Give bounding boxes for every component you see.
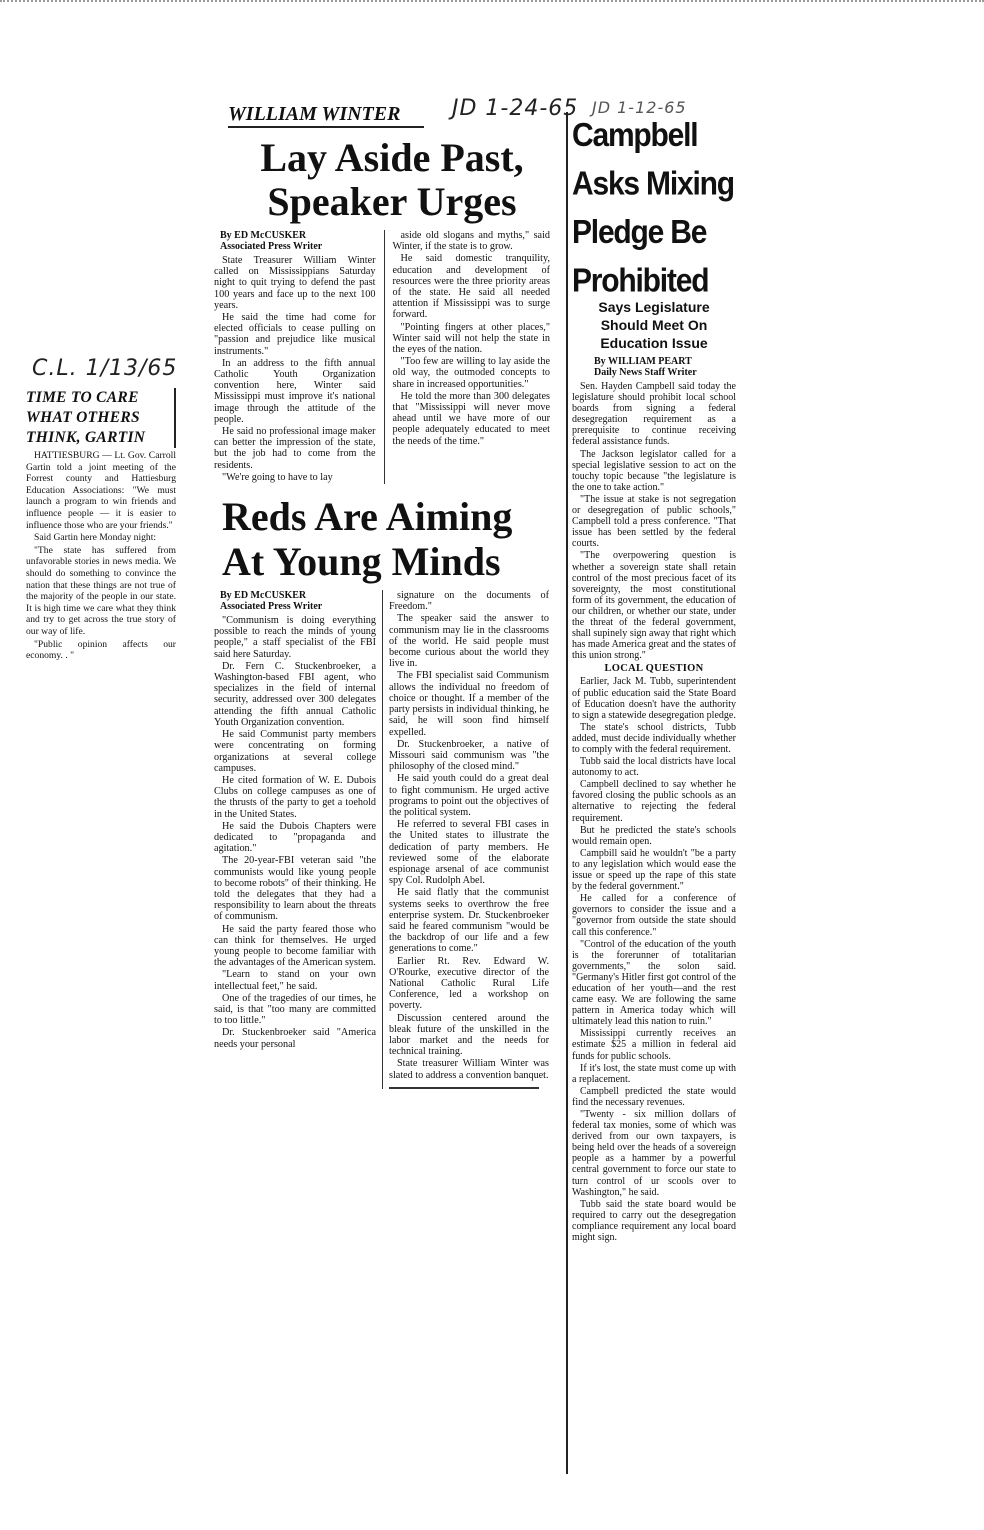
paragraph: Earlier Rt. Rev. Edward W. O'Rourke, executive director of the National Catholic Rural Life Conference, led a workshop on poverty. xyxy=(389,955,549,1012)
paragraph: "Twenty - six million dollars of federal tax monies, some of which was derived from our own taxpayers, is being held over the heads of a sovereign people as a hammer by a powerful central government to force our state to turn control of ur scools over to Washington," he said. xyxy=(572,1109,736,1198)
paragraph: State Treasurer William Winter called on Mississippians Saturday night to quit trying to defend the past 100 years and face up to the next 100 years. xyxy=(214,255,376,311)
paragraph: Dr. Stuckenbroeker said "America needs your personal xyxy=(214,1027,376,1050)
paragraph: Dr. Fern C. Stuckenbroeker, a Washington-based FBI agent, who specializes in the field of internal security, addressed over 300 delegates attending the fifth annual Catholic Youth Organization convention. xyxy=(214,660,376,728)
paragraph: He said the Dubois Chapters were dedicated to "propaganda and agitation." xyxy=(214,820,376,855)
kicker: WILLIAM WINTER xyxy=(228,102,424,128)
paragraph: He said Communist party members were concentrating on forming organizations at several college campuses. xyxy=(214,729,376,774)
scan-top-edge xyxy=(0,0,984,6)
story2-col1 xyxy=(214,590,376,1089)
story1-columns xyxy=(214,230,550,484)
left-clipping-headline: TIME TO CARE WHAT OTHERS THINK, GARTIN xyxy=(26,388,176,448)
paragraph: "Control of the education of the youth is the forerunner of totalitarian governments," the solon said. "Germany's Hitler first got control of the education of her youth—and the rest came easy. We are following the same pattern in America today which will ultimately lead this nation to ruin." xyxy=(572,938,736,1028)
paragraph: "Too few are willing to lay aside the old way, the outmoded concepts to share in increased opportunities." xyxy=(392,356,550,390)
story1-col1-text xyxy=(214,255,376,483)
paragraph: He said the time had come for elected officials to cease pulling on "passion and prejudice like musical instruments." xyxy=(214,312,376,357)
story2-col1-text xyxy=(214,615,376,1050)
center-clipping xyxy=(214,102,550,1089)
left-clipping xyxy=(26,388,176,663)
paragraph: Sen. Hayden Campbell said today the legislature should prohibit local school boards from signing a federal desegregation requirement as a prerequisite to continue receiving federal assistance funds. xyxy=(572,381,736,448)
paragraph: Campbell predicted the state would find the necessary revenues. xyxy=(572,1085,736,1108)
story1-col1 xyxy=(214,230,376,484)
paragraph: He said the party feared those who can think for themselves. He urged young people to become familiar with the advantages of the American system. xyxy=(214,923,376,969)
paragraph: aside old slogans and myths," said Winter, if the state is to grow. xyxy=(392,230,550,253)
story1-col2 xyxy=(393,230,551,484)
paragraph: signature on the documents of Freedom." xyxy=(389,590,549,613)
paragraph: "We're going to have to lay xyxy=(222,471,333,483)
paragraph: State treasurer William Winter was slated to address a convention banquet. xyxy=(389,1058,549,1081)
paragraph: "The issue at stake is not segregation or desegregation of public schools," Campbell told a press conference. "That issue has been settled by the federal courts. xyxy=(572,493,736,550)
paragraph: "Pointing fingers at other places," Winter said will not help the state in the eyes of the nation. xyxy=(392,321,550,356)
paragraph: He said flatly that the communist systems seeks to overthrow the free enterprise system. Dr. Stuckenbroeker said he feared communism "would be the backdrop of our life and a few generations to come." xyxy=(389,887,549,955)
handwritten-date-right: JD 1-12-65 xyxy=(592,98,687,117)
story1-col2-text xyxy=(393,230,551,447)
paragraph: "Learn to stand on your own intellectual feet," he said. xyxy=(214,969,376,992)
paragraph: "Public opinion affects our economy. . " xyxy=(26,638,176,662)
story2-col2 xyxy=(389,590,549,1089)
paragraph: The speaker said the answer to communism may lie in the classrooms of the world. He said people must become curious about the world they live in. xyxy=(389,613,549,670)
paragraph: HATTIESBURG — Lt. Gov. Carroll Gartin told a joint meeting of the Forrest county and Hattiesburg Education Associations: "We must launch a program to win friends and influence people — it is easier to influence those who are your friends." xyxy=(26,450,176,531)
right-clipping-byline: By WILLIAM PEART Daily News Staff Writer xyxy=(594,356,697,378)
story1-byline: By ED McCUSKER Associated Press Writer xyxy=(220,230,323,252)
paragraph: Said Gartin here Monday night: xyxy=(34,532,157,544)
story2-columns xyxy=(214,590,550,1089)
story2-headline: Reds Are Aiming At Young Minds xyxy=(222,494,513,585)
paragraph: He called for a conference of governors to consider the issue and a "governor from outside the state should call this conference." xyxy=(572,893,736,938)
paragraph: One of the tragedies of our times, he said, is that "too many are committed to too little." xyxy=(214,992,376,1027)
right-clipping-headline: Campbell Asks Mixing Pledge Be Prohibited xyxy=(572,117,734,299)
column-rule xyxy=(384,230,385,484)
paragraph: Discussion centered around the bleak future of the unskilled in the labor market and the needs for technical training. xyxy=(389,1012,549,1058)
left-clipping-body xyxy=(26,450,176,662)
paragraph: Tubb said the state board would be required to carry out the desegregation compliance requirement any local board might sign. xyxy=(572,1198,736,1244)
paragraph: Dr. Stuckenbroeker, a native of Missouri said communism was "the philosophy of the closed mind." xyxy=(389,738,549,773)
handwritten-date-center: JD 1-24-65 xyxy=(452,96,579,121)
end-rule xyxy=(389,1087,539,1089)
paragraph: He told the more than 300 delegates that "Mississippi will never move ahead until we have more of our people adequately educated to meet the needs of the time." xyxy=(392,390,550,447)
paragraph: "Communism is doing everything possible to reach the minds of young people," a staff specialist of the FBI said here Saturday. xyxy=(214,615,376,660)
right-clipping xyxy=(566,112,736,1474)
paragraph: The state's school districts, Tubb added, must decide individually whether to comply with the federal requirement. xyxy=(572,721,736,755)
paragraph: Earlier, Jack M. Tubb, superintendent of public education said the State Board of Education doesn't have the authority to sign a statewide desegregation pledge. xyxy=(572,676,736,721)
paragraph: "The overpowering question is whether a sovereign state shall retain control of the most precious facet of its sovereignty, the most constitutional form of its government, the education of our children, or whether our state, under the threat of the federal government, shall supinely sign away that right which has made America great and the states of this union strong." xyxy=(572,550,736,662)
paragraph: But he predicted the state's schools would remain open. xyxy=(572,824,736,847)
paragraph: He referred to several FBI cases in the United states to illustrate the dedication of party members. He reviewed some of the elaborate espionage arsenal of ace communist spy Col. Rudolph Abel. xyxy=(389,819,549,887)
paragraph: He said youth could do a great deal to fight communism. He urged active programs to point out the objectives of the political system. xyxy=(389,773,549,818)
story2-byline: By ED McCUSKER Associated Press Writer xyxy=(220,590,323,613)
paragraph: The 20-year-FBI veteran said "the communists would like young people to become robots" of their thinking. He told the delegates that they had a responsibility to learn about the threats of communism. xyxy=(214,855,376,923)
story1-headline: Lay Aside Past, Speaker Urges xyxy=(260,135,524,224)
paragraph: The Jackson legislator called for a special legislative session to act on the touchy topic because "the legislature is the one to take action." xyxy=(572,448,736,493)
paragraph: He said domestic tranquility, education and development of resources were the three priority areas of the state. He said all needed attention if Mississippi was to surge forward. xyxy=(392,253,550,321)
paragraph: He cited formation of W. E. Dubois Clubs on college campuses as one of the thrusts of the party to get a toehold in the United States. xyxy=(214,774,376,820)
paragraph: Tubb said the local districts have local autonomy to act. xyxy=(572,756,736,779)
right-clipping-body xyxy=(572,381,736,1243)
paragraph: Campbell declined to say whether he favored closing the public schools as an alternative to rejecting the federal requirement. xyxy=(572,779,736,824)
paragraph: Mississippi currently receives an estimate $25 a million in federal aid funds for public schools. xyxy=(572,1028,736,1062)
handwritten-date-left: C.L. 1/13/65 xyxy=(32,356,178,381)
paragraph: "The state has suffered from unfavorable stories in news media. We should do something to convince the nation that these things are not true of the majority of the people in our state. It is high time we care what they think and try to get across the true story of our way of life. xyxy=(26,544,176,637)
paragraph: He said no professional image maker can better the impression of the state, but the job had to come from the residents. xyxy=(214,426,376,471)
story2-col2-text xyxy=(389,590,549,1081)
paragraph: The FBI specialist said Communism allows the individual no freedom of choice or thought. If a member of the party persists in individual thinking, he said, he will soon find himself expelled. xyxy=(389,670,549,738)
paragraph: If it's lost, the state must come up with a replacement. xyxy=(572,1062,736,1085)
right-clipping-subhead: Says Legislature Should Meet On Education Issue xyxy=(598,299,710,351)
paragraph: Campbill said he wouldn't "be a party to any legislation which would ease the issue or speed up the rape of this state by the federal government." xyxy=(572,847,736,893)
section-heading: LOCAL QUESTION xyxy=(604,663,704,675)
paragraph: In an address to the fifth annual Catholic Youth Organization convention here, Winter said Mississippi must improve it's national image through the attitude of the people. xyxy=(214,357,376,425)
column-rule xyxy=(382,590,383,1089)
